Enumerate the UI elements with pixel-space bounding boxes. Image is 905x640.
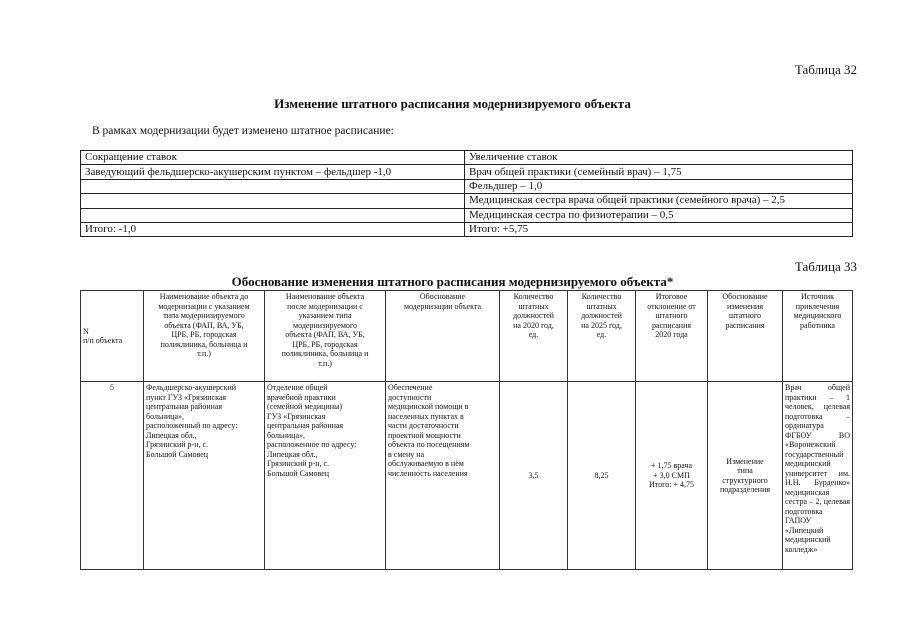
cell-line: расположенный по адресу: — [146, 421, 238, 430]
cell-line: Большой Самовец — [146, 449, 209, 459]
header-line: 2020 года — [655, 330, 688, 339]
cell-line: части достаточности — [388, 421, 459, 430]
staff-change-table — [80, 150, 853, 237]
cell-line: обслуживаемую в нём — [388, 459, 464, 468]
cell-line: Отделение общей — [267, 383, 328, 392]
header-line: на 2025 год, — [581, 320, 622, 330]
deviation-cell — [636, 382, 708, 570]
header-line: работника — [800, 320, 835, 330]
cell-line: в смену на — [388, 449, 425, 459]
cell-line: типа — [737, 466, 753, 475]
increase-cell: Медицинская сестра врача общей практики (семейного врача) – 2,5 — [465, 194, 853, 208]
cell-line: проектной мощности — [388, 430, 461, 440]
column-header — [708, 291, 783, 382]
cell-line: центральная районная — [267, 421, 344, 430]
column-header — [568, 291, 636, 382]
reduction-cell: Заведующий фельдшерско-акушерским пунктом – фельдшер -1,0 — [81, 165, 465, 179]
cell-line: доступности — [388, 392, 432, 402]
table-row — [81, 208, 853, 222]
header-line: поликлиника, больница и — [281, 349, 369, 358]
table32-title: Изменение штатного расписания модернизируемого объекта — [274, 96, 631, 111]
header-line: привлечения — [795, 301, 840, 311]
header-line: модернизации с указанием — [158, 301, 250, 311]
column-header — [265, 291, 386, 382]
cell-line: + 3,0 СМП — [653, 470, 690, 480]
header-line: объекта (ФАП, ВА, УБ, — [164, 320, 244, 330]
header-line: т.п.) — [197, 349, 211, 358]
cell-line: медицинской помощи в — [388, 402, 469, 411]
header-line: поликлиника, больница и — [160, 339, 248, 349]
cell-line: объекта по посещениям — [388, 440, 470, 449]
header-line: указанием типа — [298, 311, 352, 320]
header-line: штатного — [655, 311, 688, 320]
header-line: ЦРБ, РБ, городская — [292, 339, 358, 349]
table-row — [81, 179, 853, 193]
object-before-cell — [144, 382, 265, 570]
header-line: на 2020 год, — [513, 320, 554, 330]
header-line: Количество — [513, 292, 554, 301]
cell-line: Изменение — [726, 456, 764, 466]
cell-line: Обеспечение — [388, 383, 433, 392]
cell-line: пункт ГУЗ «Грязинская — [146, 392, 227, 402]
cell-line: больница», — [146, 411, 184, 421]
header-line: расписания — [651, 320, 692, 330]
table33-number: Таблица 33 — [794, 259, 857, 274]
cell-line: численность населения — [388, 468, 468, 478]
table-row — [81, 165, 853, 179]
cell-line: подразделения — [719, 485, 771, 494]
header-line: типа модернизируемого — [163, 311, 245, 320]
justification-table — [80, 290, 853, 570]
header-line: штатных — [586, 301, 617, 311]
header-line: изменения — [726, 301, 763, 311]
cell-line: Итого: + 4,75 — [649, 480, 694, 490]
header-line: штатных — [518, 301, 549, 311]
cell-line: Грязинский р-н, с. — [267, 459, 330, 468]
increase-cell: Фельдшер – 1,0 — [465, 179, 853, 193]
cell-line: центральная районная — [146, 402, 223, 411]
table-row — [81, 194, 853, 208]
count-2025-cell: 8,25 — [568, 382, 636, 570]
header-line: п/п объекта — [83, 336, 123, 345]
cell-line: + 1,75 врача — [650, 461, 693, 471]
header-line: N — [83, 326, 89, 336]
header-line: Наименование объекта — [285, 292, 365, 301]
header-line: Итоговое — [655, 292, 688, 301]
header-line: после модернизации с — [287, 301, 363, 311]
header-line: Наименование объекта до — [159, 292, 249, 301]
column-header — [500, 291, 568, 382]
table32-number: Таблица 32 — [794, 62, 857, 77]
increase-cell: Увеличение ставок — [465, 151, 853, 165]
change-reason-cell — [708, 382, 783, 570]
cell-line: Фельдшерско-акушерский — [146, 383, 237, 392]
header-line: расписания — [725, 320, 765, 330]
column-header — [636, 291, 708, 382]
table-header-row — [81, 291, 853, 382]
reduction-cell — [81, 208, 465, 222]
reduction-cell: Сокращение ставок — [81, 151, 465, 165]
cell-line: Большой Самовец — [267, 468, 330, 478]
header-line: Обоснование — [419, 292, 466, 301]
header-line: должностей — [581, 311, 622, 320]
cell-line: Липецкая обл., — [146, 430, 197, 440]
header-line: т.п.) — [318, 358, 332, 368]
header-line: штатного — [729, 311, 761, 320]
header-line: Обоснование — [722, 292, 768, 301]
cell-line: структурного — [722, 475, 768, 485]
header-line: Количество — [581, 292, 622, 301]
table-row — [81, 382, 853, 570]
row-number: 5 — [81, 382, 144, 570]
staff-source-cell: Врач общей практики – 1 человек, целевая подготовка – ординатура ФГБОУ ВО «Воронежский государственный медицинский университет им. Н.Н. Бурденко» медицинская сестра – 2, целевая подготовка ГАПОУ «Липецкий медицинский колледж» — [783, 382, 853, 570]
header-line: медицинского — [793, 311, 842, 320]
cell-line: больница», — [267, 430, 305, 440]
cell-line: врачебной практики — [267, 392, 336, 402]
header-line: ЦРБ, РБ, городская — [171, 330, 237, 339]
cell-line: ГУЗ «Грязинская — [267, 411, 326, 421]
object-after-cell — [265, 382, 386, 570]
header-line: модернизируемого — [293, 320, 357, 330]
header-line: Источник — [801, 292, 834, 301]
increase-cell: Врач общей практики (семейный врач) – 1,75 — [465, 165, 853, 179]
column-header — [81, 291, 144, 382]
increase-cell: Медицинская сестра по физиотерапии – 0,5 — [465, 208, 853, 222]
reduction-cell: Итого: -1,0 — [81, 222, 465, 236]
staff-change-body — [81, 151, 853, 237]
table32-intro: В рамках модернизации будет изменено штатное расписание: — [92, 125, 394, 137]
header-line: должностей — [513, 311, 554, 320]
table-row — [81, 222, 853, 236]
header-line: ед. — [528, 330, 539, 339]
reduction-cell — [81, 179, 465, 193]
column-header — [144, 291, 265, 382]
table-row — [81, 151, 853, 165]
cell-line: расположенное по адресу: — [267, 440, 357, 449]
column-header — [386, 291, 500, 382]
cell-line: (семейной медицины) — [267, 402, 343, 411]
table33-title: Обоснование изменения штатного расписания модернизируемого объекта* — [231, 274, 674, 289]
column-header — [783, 291, 853, 382]
header-line: модернизации объекта — [403, 301, 482, 311]
header-line: ед. — [596, 330, 607, 339]
reduction-cell — [81, 194, 465, 208]
count-2020-cell: 3,5 — [500, 382, 568, 570]
modernization-reason-cell — [386, 382, 500, 570]
cell-line: населенных пунктах в — [388, 411, 464, 421]
header-line: отклонение от — [647, 301, 696, 311]
header-line: объекта (ФАП, ВА, УБ, — [285, 330, 365, 339]
cell-line: Липецкая обл., — [267, 449, 318, 459]
increase-cell: Итого: +5,75 — [465, 222, 853, 236]
cell-line: Грязинский р-н, с. — [146, 440, 209, 449]
